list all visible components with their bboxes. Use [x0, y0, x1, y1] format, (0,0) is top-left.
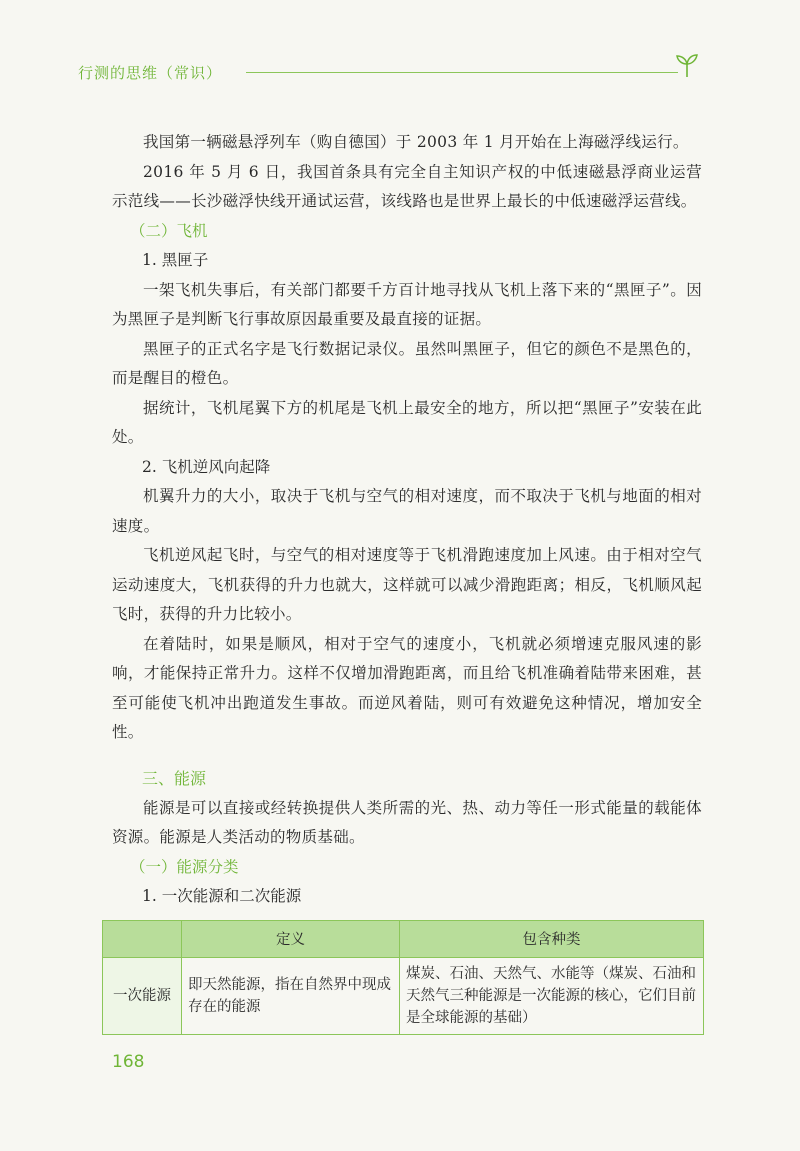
- header-rule: [246, 72, 678, 73]
- subsection-title: （一）能源分类: [130, 857, 239, 876]
- paragraph: 我国第一辆磁悬浮列车（购自德国）于 2003 年 1 月开始在上海磁浮线运行。: [143, 133, 689, 151]
- page-header: [78, 52, 698, 92]
- section-title: 三、能源: [142, 768, 207, 788]
- paragraph: 黑匣子的正式名字是飞行数据记录仪。虽然叫黑匣子，但它的颜色不是黑色的，而是醒目的橙色。: [112, 339, 702, 387]
- paragraph: 在着陆时，如果是顺风，相对于空气的速度小，飞机就必须增速克服风速的影响，才能保持正常升力。这样不仅增加滑跑距离，而且给飞机准确着陆带来困难，甚至可能使飞机冲出跑道发生事故。而逆风着陆，则可有效避免这种情况，增加安全性。: [112, 634, 702, 741]
- table-cell-types: 煤炭、石油、天然气、水能等（煤炭、石油和天然气三种能源是一次能源的核心，它们目前是全球能源的基础）: [400, 957, 704, 1034]
- page-content: [112, 128, 702, 1035]
- header-title: 行测的思维（常识）: [78, 64, 223, 82]
- paragraph: 2016 年 5 月 6 日，我国首条具有完全自主知识产权的中低速磁悬浮商业运营示范线——长沙磁浮快线开通试运营，该线路也是世界上最长的中低速磁浮运营线。: [112, 162, 702, 210]
- table-header-cell: [103, 920, 182, 957]
- table-row-label: 一次能源: [103, 957, 182, 1034]
- paragraph: 一架飞机失事后，有关部门都要千方百计地寻找从飞机上落下来的“黑匣子”。因为黑匣子是判断飞行事故原因最重要及最直接的证据。: [112, 280, 702, 328]
- table-cell-definition: 即天然能源，指在自然界中现成存在的能源: [182, 957, 400, 1034]
- subsection-title: （二）飞机: [130, 221, 208, 240]
- table-header-cell: 定义: [182, 920, 400, 957]
- page-number: 168: [112, 1052, 145, 1072]
- item-heading: 2. 飞机逆风向起降: [142, 457, 271, 476]
- paragraph: 据统计，飞机尾翼下方的机尾是飞机上最安全的地方，所以把“黑匣子”安装在此处。: [112, 398, 702, 446]
- table-header-row: [103, 920, 704, 957]
- energy-table: [102, 920, 704, 1035]
- sprout-icon: [674, 52, 700, 78]
- item-heading: 1. 黑匣子: [142, 251, 209, 269]
- table-header-cell: 包含种类: [400, 920, 704, 957]
- paragraph: 机翼升力的大小，取决于飞机与空气的相对速度，而不取决于飞机与地面的相对速度。: [112, 487, 702, 535]
- paragraph: 能源是可以直接或经转换提供人类所需的光、热、动力等任一形式能量的载能体资源。能源是人类活动的物质基础。: [112, 798, 702, 846]
- item-heading: 1. 一次能源和二次能源: [142, 887, 302, 905]
- table-row: [103, 957, 704, 1034]
- paragraph: 飞机逆风起飞时，与空气的相对速度等于飞机滑跑速度加上风速。由于相对空气运动速度大，飞机获得的升力也就大，这样就可以减少滑跑距离；相反，飞机顺风起飞时，获得的升力比较小。: [112, 546, 702, 623]
